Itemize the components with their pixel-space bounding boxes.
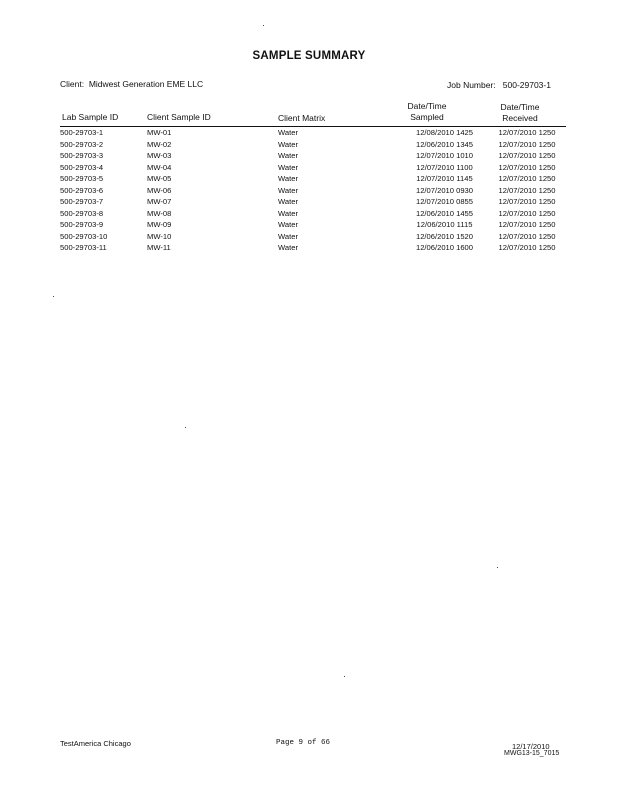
client-sample-id-cell: MW-10	[147, 231, 172, 241]
footer-page: Page 9 of 66	[276, 739, 331, 747]
job-number-line	[447, 80, 551, 90]
date-received-cell: 12/07/2010 1250	[498, 197, 556, 206]
date-sampled-cell: 12/07/2010 1010	[415, 151, 473, 160]
sample-table	[60, 127, 562, 254]
lab-sample-id-cell: 500-29703-3	[60, 151, 104, 160]
client-sample-id-cell: MW-06	[147, 185, 172, 195]
table-row	[60, 139, 562, 151]
table-row	[60, 231, 562, 243]
header-received	[488, 102, 552, 124]
scan-speck	[263, 25, 264, 26]
date-received-cell: 12/07/2010 1250	[498, 220, 556, 229]
client-sample-id-cell: MW-05	[147, 174, 172, 183]
date-received-cell: 12/07/2010 1250	[498, 208, 556, 218]
scan-speck	[344, 676, 345, 677]
scan-speck	[185, 427, 186, 428]
client-sample-id-cell: MW-01	[147, 128, 172, 137]
job-label: Job Number:	[447, 80, 496, 90]
date-received-cell: 12/07/2010 1250	[498, 151, 556, 160]
client-matrix-cell: Water	[278, 208, 298, 218]
header-client-matrix: Client Matrix	[278, 113, 326, 123]
header-client-sample-id: Client Sample ID	[147, 112, 211, 122]
lab-sample-id-cell: 500-29703-7	[60, 197, 104, 206]
client-sample-id-cell: MW-09	[147, 220, 172, 229]
date-sampled-cell: 12/08/2010 1425	[415, 128, 473, 137]
scan-speck	[53, 296, 54, 297]
client-matrix-cell: Water	[278, 151, 298, 160]
client-matrix-cell: Water	[278, 231, 298, 241]
table-row	[60, 219, 562, 231]
client-name: Midwest Generation EME LLC	[88, 79, 204, 89]
client-matrix-cell: Water	[278, 220, 298, 229]
date-sampled-cell: 12/07/2010 1100	[416, 162, 473, 172]
date-sampled-cell: 12/07/2010 0855	[415, 197, 473, 206]
footer-code: MWG13-15_7015	[504, 750, 560, 757]
client-line	[60, 79, 203, 89]
client-matrix-cell: Water	[278, 139, 298, 149]
table-row	[60, 208, 562, 220]
scan-speck	[497, 567, 498, 568]
client-sample-id-cell: MW-02	[147, 139, 172, 149]
date-received-cell: 12/07/2010 1250	[498, 128, 556, 137]
date-sampled-cell: 12/06/2010 1600	[415, 243, 473, 252]
header-sampled-line1: Date/Time	[407, 101, 447, 111]
date-sampled-cell: 12/07/2010 1145	[416, 174, 473, 183]
header-sampled	[397, 101, 457, 123]
table-row	[60, 242, 562, 254]
table-row	[60, 127, 562, 139]
client-sample-id-cell: MW-11	[147, 243, 171, 252]
lab-sample-id-cell: 500-29703-1	[60, 128, 104, 137]
table-row	[60, 150, 562, 162]
table-row	[60, 173, 562, 185]
lab-sample-id-cell: 500-29703-10	[60, 231, 108, 241]
date-sampled-cell: 12/07/2010 0930	[415, 185, 473, 195]
footer-company: TestAmerica Chicago	[60, 739, 131, 748]
client-matrix-cell: Water	[278, 128, 298, 137]
date-received-cell: 12/07/2010 1250	[498, 139, 556, 149]
date-received-cell: 12/07/2010 1250	[498, 174, 556, 183]
client-matrix-cell: Water	[278, 197, 298, 206]
client-sample-id-cell: MW-04	[147, 162, 172, 172]
table-row	[60, 162, 562, 174]
lab-sample-id-cell: 500-29703-9	[60, 220, 104, 229]
client-matrix-cell: Water	[278, 162, 298, 172]
date-received-cell: 12/07/2010 1250	[498, 162, 556, 172]
date-sampled-cell: 12/06/2010 1115	[416, 220, 473, 229]
table-row	[60, 196, 562, 208]
header-received-line2: Received	[502, 113, 538, 123]
lab-sample-id-cell: 500-29703-11	[60, 243, 107, 252]
client-sample-id-cell: MW-03	[147, 151, 172, 160]
header-sampled-line2: Sampled	[410, 112, 444, 122]
lab-sample-id-cell: 500-29703-5	[60, 174, 104, 183]
client-sample-id-cell: MW-07	[147, 197, 172, 206]
lab-sample-id-cell: 500-29703-8	[60, 208, 104, 218]
client-label: Client:	[60, 79, 85, 89]
date-sampled-cell: 12/06/2010 1345	[415, 139, 473, 149]
date-sampled-cell: 12/06/2010 1520	[415, 231, 473, 241]
header-lab-sample-id: Lab Sample ID	[62, 112, 119, 122]
client-sample-id-cell: MW-08	[147, 208, 172, 218]
page-title: SAMPLE SUMMARY	[252, 50, 366, 62]
date-sampled-cell: 12/06/2010 1455	[415, 208, 473, 218]
client-matrix-cell: Water	[278, 174, 298, 183]
date-received-cell: 12/07/2010 1250	[498, 243, 556, 252]
sample-table-body	[60, 127, 562, 254]
job-number: 500-29703-1	[502, 80, 551, 90]
lab-sample-id-cell: 500-29703-2	[60, 139, 104, 149]
client-matrix-cell: Water	[278, 185, 298, 195]
lab-sample-id-cell: 500-29703-6	[60, 185, 104, 195]
date-received-cell: 12/07/2010 1250	[498, 185, 556, 195]
date-received-cell: 12/07/2010 1250	[498, 231, 556, 241]
table-row	[60, 185, 562, 197]
header-received-line1: Date/Time	[500, 102, 540, 112]
lab-sample-id-cell: 500-29703-4	[60, 162, 104, 172]
client-matrix-cell: Water	[278, 243, 298, 252]
footer-date: 12/17/2010	[512, 742, 550, 751]
